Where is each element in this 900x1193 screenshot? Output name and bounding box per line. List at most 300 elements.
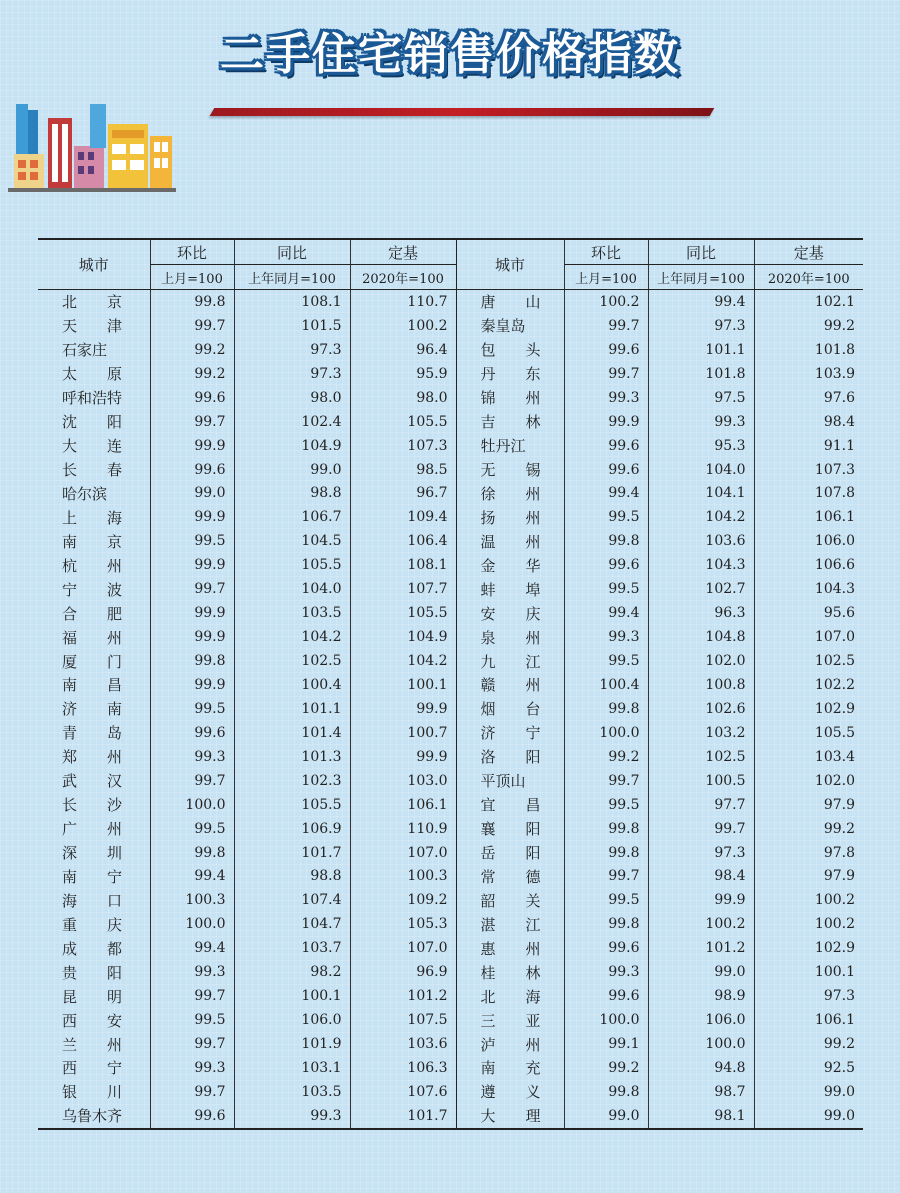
yoy-value: 106.9 [234, 817, 350, 841]
fixed-value: 107.0 [754, 625, 863, 649]
fixed-value: 99.0 [754, 1080, 863, 1104]
table-row [38, 577, 863, 601]
city-name: 赣 州 [456, 673, 564, 697]
yoy-value: 100.2 [648, 912, 754, 936]
mom-value: 99.0 [564, 1104, 648, 1129]
fixed-value: 106.3 [350, 1056, 456, 1080]
fixed-value: 103.4 [754, 745, 863, 769]
city-name: 南 充 [456, 1056, 564, 1080]
table-row [38, 625, 863, 649]
city-name: 郑 州 [62, 748, 123, 767]
city-name: 济 南 [62, 700, 123, 719]
city-name: 武 汉 [62, 772, 123, 791]
table-row [38, 362, 863, 386]
table-row [38, 936, 863, 960]
city-name: 遵 义 [456, 1080, 564, 1104]
city-name: 温 州 [456, 529, 564, 553]
fixed-value: 98.4 [754, 410, 863, 434]
mom-value: 99.8 [564, 529, 648, 553]
city-name: 长 沙 [62, 796, 123, 815]
table-row [38, 410, 863, 434]
fixed-value: 99.0 [754, 1104, 863, 1129]
city-name: 兰 州 [62, 1035, 123, 1054]
mom-value: 99.8 [564, 912, 648, 936]
city-name: 三 亚 [456, 1008, 564, 1032]
mom-value: 100.2 [564, 290, 648, 314]
city-name: 包 头 [456, 338, 564, 362]
fixed-value: 105.5 [350, 410, 456, 434]
header-yoy-base-left: 上年同月=100 [234, 265, 350, 290]
yoy-value: 97.7 [648, 793, 754, 817]
fixed-value: 107.7 [350, 577, 456, 601]
mom-value: 99.9 [150, 434, 234, 458]
city-name: 秦皇岛 [456, 314, 564, 338]
yoy-value: 106.0 [234, 1008, 350, 1032]
mom-value: 99.1 [564, 1032, 648, 1056]
yoy-value: 101.1 [648, 338, 754, 362]
header-yoy-right: 同比 [648, 239, 754, 265]
fixed-value: 108.1 [350, 553, 456, 577]
city-name: 蚌 埠 [456, 577, 564, 601]
yoy-value: 101.3 [234, 745, 350, 769]
yoy-value: 99.3 [234, 1104, 350, 1129]
fixed-value: 97.8 [754, 841, 863, 865]
mom-value: 99.6 [564, 936, 648, 960]
city-name: 青 岛 [62, 724, 123, 743]
yoy-value: 104.9 [234, 434, 350, 458]
yoy-value: 103.5 [234, 601, 350, 625]
mom-value: 99.4 [150, 865, 234, 889]
fixed-value: 107.5 [350, 1008, 456, 1032]
city-name: 西 宁 [62, 1059, 123, 1078]
fixed-value: 97.9 [754, 793, 863, 817]
table-row [38, 888, 863, 912]
yoy-value: 104.2 [234, 625, 350, 649]
city-name: 宁 波 [62, 580, 123, 599]
fixed-value: 106.1 [754, 1008, 863, 1032]
yoy-value: 99.0 [648, 960, 754, 984]
mom-value: 99.5 [564, 505, 648, 529]
yoy-value: 97.3 [234, 362, 350, 386]
yoy-value: 103.6 [648, 529, 754, 553]
yoy-value: 106.0 [648, 1008, 754, 1032]
fixed-value: 99.2 [754, 1032, 863, 1056]
table-row [38, 529, 863, 553]
city-name: 北 海 [456, 984, 564, 1008]
table-row [38, 386, 863, 410]
fixed-value: 103.6 [350, 1032, 456, 1056]
yoy-value: 101.2 [648, 936, 754, 960]
table-row [38, 458, 863, 482]
fixed-value: 102.9 [754, 936, 863, 960]
mom-value: 99.7 [150, 1032, 234, 1056]
yoy-value: 104.0 [648, 458, 754, 482]
yoy-value: 98.7 [648, 1080, 754, 1104]
yoy-value: 102.5 [648, 745, 754, 769]
mom-value: 99.6 [150, 721, 234, 745]
city-name: 昆 明 [62, 987, 123, 1006]
mom-value: 99.2 [150, 338, 234, 362]
mom-value: 99.7 [564, 865, 648, 889]
yoy-value: 96.3 [648, 601, 754, 625]
mom-value: 99.2 [564, 1056, 648, 1080]
city-name: 南 宁 [62, 867, 123, 886]
mom-value: 99.8 [564, 841, 648, 865]
yoy-value: 100.1 [234, 984, 350, 1008]
fixed-value: 91.1 [754, 434, 863, 458]
mom-value: 99.9 [150, 673, 234, 697]
table-row [38, 505, 863, 529]
city-name: 桂 林 [456, 960, 564, 984]
city-name: 牡丹江 [456, 434, 564, 458]
city-name: 成 都 [62, 939, 123, 958]
header-fixed-left: 定基 [350, 239, 456, 265]
mom-value: 99.6 [150, 386, 234, 410]
city-name: 南 昌 [62, 676, 123, 695]
fixed-value: 97.9 [754, 865, 863, 889]
fixed-value: 106.1 [350, 793, 456, 817]
mom-value: 99.8 [150, 290, 234, 314]
mom-value: 99.6 [564, 338, 648, 362]
fixed-value: 102.0 [754, 769, 863, 793]
fixed-value: 92.5 [754, 1056, 863, 1080]
yoy-value: 98.9 [648, 984, 754, 1008]
mom-value: 99.5 [564, 888, 648, 912]
fixed-value: 100.7 [350, 721, 456, 745]
fixed-value: 105.5 [754, 721, 863, 745]
city-name: 大 理 [456, 1104, 564, 1129]
city-name: 大 连 [62, 437, 123, 456]
city-name: 宜 昌 [456, 793, 564, 817]
yoy-value: 100.8 [648, 673, 754, 697]
city-name: 石家庄 [62, 341, 108, 360]
city-name: 福 州 [62, 628, 123, 647]
yoy-value: 104.5 [234, 529, 350, 553]
city-name: 上 海 [62, 508, 123, 527]
yoy-value: 98.1 [648, 1104, 754, 1129]
city-name: 扬 州 [456, 505, 564, 529]
city-name: 无 锡 [456, 458, 564, 482]
fixed-value: 102.9 [754, 697, 863, 721]
fixed-value: 107.3 [350, 434, 456, 458]
yoy-value: 99.3 [648, 410, 754, 434]
fixed-value: 96.4 [350, 338, 456, 362]
fixed-value: 104.3 [754, 577, 863, 601]
yoy-value: 99.4 [648, 290, 754, 314]
fixed-value: 102.1 [754, 290, 863, 314]
yoy-value: 101.9 [234, 1032, 350, 1056]
city-name: 杭 州 [62, 556, 123, 575]
mom-value: 99.7 [150, 769, 234, 793]
city-name: 深 圳 [62, 844, 123, 863]
mom-value: 100.0 [150, 793, 234, 817]
city-name: 徐 州 [456, 482, 564, 506]
mom-value: 99.9 [150, 553, 234, 577]
mom-value: 99.7 [150, 410, 234, 434]
fixed-value: 97.6 [754, 386, 863, 410]
header-yoy-base-right: 上年同月=100 [648, 265, 754, 290]
city-name: 吉 林 [456, 410, 564, 434]
mom-value: 99.8 [150, 841, 234, 865]
fixed-value: 99.9 [350, 697, 456, 721]
city-name: 海 口 [62, 891, 123, 910]
yoy-value: 97.3 [648, 841, 754, 865]
table-row [38, 314, 863, 338]
table-row [38, 912, 863, 936]
mom-value: 99.2 [564, 745, 648, 769]
city-name: 呼和浩特 [62, 389, 123, 408]
fixed-value: 101.7 [350, 1104, 456, 1129]
city-name: 银 川 [62, 1083, 123, 1102]
yoy-value: 102.5 [234, 649, 350, 673]
fixed-value: 110.7 [350, 290, 456, 314]
fixed-value: 107.6 [350, 1080, 456, 1104]
fixed-value: 95.6 [754, 601, 863, 625]
mom-value: 100.0 [564, 721, 648, 745]
fixed-value: 110.9 [350, 817, 456, 841]
yoy-value: 101.5 [234, 314, 350, 338]
table-row [38, 482, 863, 506]
city-name: 洛 阳 [456, 745, 564, 769]
header-mom-base-left: 上月=100 [150, 265, 234, 290]
mom-value: 99.4 [564, 601, 648, 625]
city-name: 北 京 [62, 293, 123, 312]
city-name: 合 肥 [62, 604, 123, 623]
fixed-value: 106.1 [754, 505, 863, 529]
mom-value: 99.9 [150, 601, 234, 625]
mom-value: 99.8 [564, 1080, 648, 1104]
yoy-value: 104.3 [648, 553, 754, 577]
mom-value: 99.5 [150, 529, 234, 553]
yoy-value: 100.4 [234, 673, 350, 697]
mom-value: 99.7 [150, 577, 234, 601]
city-name: 贵 阳 [62, 963, 123, 982]
yoy-value: 101.8 [648, 362, 754, 386]
table-row [38, 1056, 863, 1080]
fixed-value: 107.3 [754, 458, 863, 482]
fixed-value: 101.2 [350, 984, 456, 1008]
mom-value: 99.9 [150, 505, 234, 529]
fixed-value: 99.2 [754, 817, 863, 841]
table-row [38, 721, 863, 745]
yoy-value: 98.4 [648, 865, 754, 889]
header-mom-base-right: 上月=100 [564, 265, 648, 290]
mom-value: 100.3 [150, 888, 234, 912]
fixed-value: 104.2 [350, 649, 456, 673]
city-buildings-illustration [8, 100, 178, 195]
fixed-value: 101.8 [754, 338, 863, 362]
yoy-value: 108.1 [234, 290, 350, 314]
table-row [38, 817, 863, 841]
table-row [38, 1080, 863, 1104]
fixed-value: 104.9 [350, 625, 456, 649]
city-name: 岳 阳 [456, 841, 564, 865]
city-name: 厦 门 [62, 652, 123, 671]
table-row [38, 338, 863, 362]
mom-value: 99.8 [564, 817, 648, 841]
yoy-value: 100.0 [648, 1032, 754, 1056]
yoy-value: 98.8 [234, 482, 350, 506]
city-name: 太 原 [62, 365, 123, 384]
mom-value: 100.0 [564, 1008, 648, 1032]
header-mom-right: 环比 [564, 239, 648, 265]
fixed-value: 99.9 [350, 745, 456, 769]
fixed-value: 103.9 [754, 362, 863, 386]
mom-value: 100.4 [564, 673, 648, 697]
mom-value: 99.3 [150, 960, 234, 984]
yoy-value: 102.7 [648, 577, 754, 601]
city-name: 泉 州 [456, 625, 564, 649]
mom-value: 99.3 [150, 745, 234, 769]
fixed-value: 109.4 [350, 505, 456, 529]
yoy-value: 101.1 [234, 697, 350, 721]
mom-value: 99.8 [150, 649, 234, 673]
header-fixed-right: 定基 [754, 239, 863, 265]
fixed-value: 106.4 [350, 529, 456, 553]
mom-value: 99.5 [150, 697, 234, 721]
mom-value: 99.5 [150, 1008, 234, 1032]
yoy-value: 103.2 [648, 721, 754, 745]
city-name: 常 德 [456, 865, 564, 889]
yoy-value: 95.3 [648, 434, 754, 458]
city-name: 南 京 [62, 532, 123, 551]
mom-value: 99.7 [564, 314, 648, 338]
mom-value: 99.6 [564, 553, 648, 577]
table-body [38, 290, 863, 1129]
table-row [38, 841, 863, 865]
yoy-value: 104.0 [234, 577, 350, 601]
table-row [38, 290, 863, 314]
yoy-value: 98.0 [234, 386, 350, 410]
mom-value: 99.6 [564, 434, 648, 458]
yoy-value: 99.0 [234, 458, 350, 482]
fixed-value: 100.3 [350, 865, 456, 889]
yoy-value: 99.7 [648, 817, 754, 841]
mom-value: 99.9 [564, 410, 648, 434]
mom-value: 99.0 [150, 482, 234, 506]
city-name: 天 津 [62, 317, 123, 336]
city-name: 安 庆 [456, 601, 564, 625]
fixed-value: 100.2 [754, 912, 863, 936]
table-row [38, 434, 863, 458]
city-name: 重 庆 [62, 915, 123, 934]
mom-value: 99.6 [150, 1104, 234, 1129]
table-row [38, 601, 863, 625]
yoy-value: 104.8 [648, 625, 754, 649]
city-name: 九 江 [456, 649, 564, 673]
table-row [38, 960, 863, 984]
title-underline-bar [210, 108, 715, 116]
fixed-value: 102.5 [754, 649, 863, 673]
fixed-value: 100.1 [350, 673, 456, 697]
city-name: 湛 江 [456, 912, 564, 936]
mom-value: 99.4 [564, 482, 648, 506]
fixed-value: 107.0 [350, 936, 456, 960]
table-row [38, 553, 863, 577]
yoy-value: 104.7 [234, 912, 350, 936]
fixed-value: 97.3 [754, 984, 863, 1008]
fixed-value: 96.7 [350, 482, 456, 506]
mom-value: 99.6 [564, 458, 648, 482]
yoy-value: 102.3 [234, 769, 350, 793]
header-city-left: 城市 [38, 239, 150, 290]
price-index-table [38, 238, 863, 1130]
table-row [38, 793, 863, 817]
city-name: 惠 州 [456, 936, 564, 960]
table-row [38, 1008, 863, 1032]
city-name: 平顶山 [456, 769, 564, 793]
yoy-value: 102.4 [234, 410, 350, 434]
city-name: 锦 州 [456, 386, 564, 410]
mom-value: 99.9 [150, 625, 234, 649]
yoy-value: 97.3 [234, 338, 350, 362]
mom-value: 99.2 [150, 362, 234, 386]
mom-value: 99.3 [564, 625, 648, 649]
header-fixed-base-right: 2020年=100 [754, 265, 863, 290]
city-name: 西 安 [62, 1011, 123, 1030]
page-title: 二手住宅销售价格指数 [220, 29, 680, 80]
yoy-value: 104.2 [648, 505, 754, 529]
yoy-value: 102.6 [648, 697, 754, 721]
yoy-value: 100.5 [648, 769, 754, 793]
city-name: 唐 山 [456, 290, 564, 314]
header-city-right: 城市 [456, 239, 564, 290]
fixed-value: 105.5 [350, 601, 456, 625]
fixed-value: 103.0 [350, 769, 456, 793]
table-row [38, 1104, 863, 1129]
fixed-value: 95.9 [350, 362, 456, 386]
yoy-value: 97.5 [648, 386, 754, 410]
table-row [38, 1032, 863, 1056]
yoy-value: 105.5 [234, 793, 350, 817]
mom-value: 99.5 [564, 793, 648, 817]
yoy-value: 104.1 [648, 482, 754, 506]
mom-value: 99.5 [564, 649, 648, 673]
yoy-value: 103.5 [234, 1080, 350, 1104]
mom-value: 99.7 [150, 984, 234, 1008]
mom-value: 99.4 [150, 936, 234, 960]
mom-value: 99.3 [150, 1056, 234, 1080]
yoy-value: 103.7 [234, 936, 350, 960]
table-row [38, 649, 863, 673]
city-name: 丹 东 [456, 362, 564, 386]
city-name: 泸 州 [456, 1032, 564, 1056]
fixed-value: 106.0 [754, 529, 863, 553]
city-name: 乌鲁木齐 [62, 1107, 123, 1126]
mom-value: 99.7 [564, 769, 648, 793]
mom-value: 99.6 [150, 458, 234, 482]
fixed-value: 100.1 [754, 960, 863, 984]
city-name: 广 州 [62, 820, 123, 839]
city-name: 沈 阳 [62, 413, 123, 432]
header-mom-left: 环比 [150, 239, 234, 265]
yoy-value: 98.2 [234, 960, 350, 984]
fixed-value: 99.2 [754, 314, 863, 338]
fixed-value: 105.3 [350, 912, 456, 936]
mom-value: 99.7 [564, 362, 648, 386]
yoy-value: 97.3 [648, 314, 754, 338]
mom-value: 99.6 [564, 984, 648, 1008]
fixed-value: 100.2 [754, 888, 863, 912]
fixed-value: 106.6 [754, 553, 863, 577]
yoy-value: 102.0 [648, 649, 754, 673]
mom-value: 99.8 [564, 697, 648, 721]
fixed-value: 96.9 [350, 960, 456, 984]
city-name: 襄 阳 [456, 817, 564, 841]
mom-value: 99.5 [150, 817, 234, 841]
fixed-value: 102.2 [754, 673, 863, 697]
yoy-value: 99.9 [648, 888, 754, 912]
